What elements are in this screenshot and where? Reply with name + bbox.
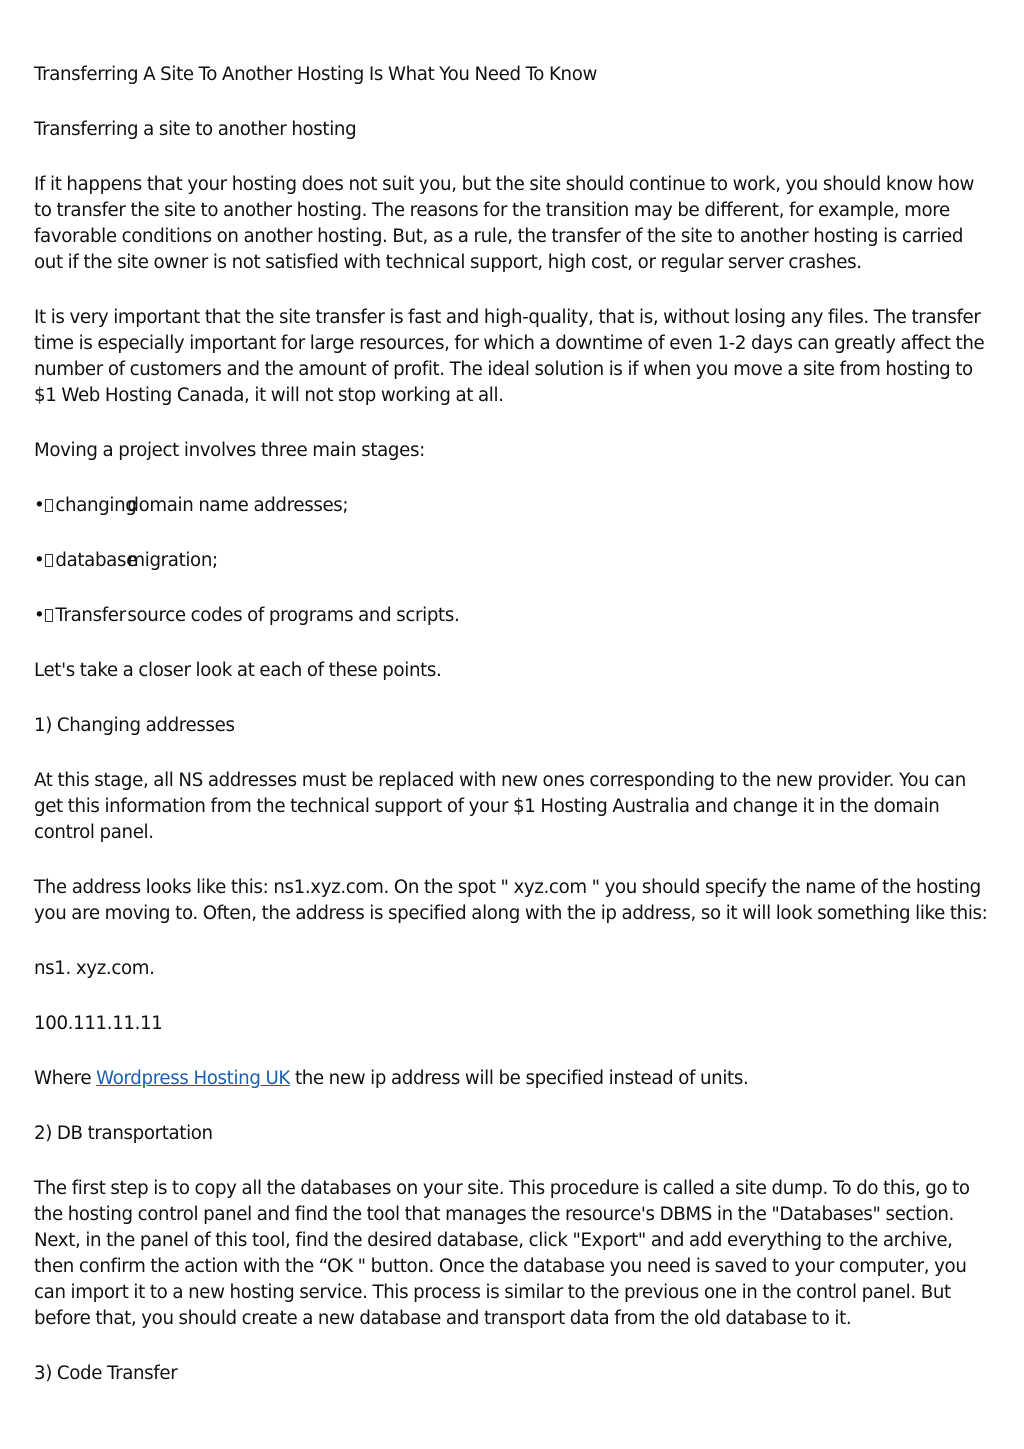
bullet-icon: • (34, 550, 45, 571)
section-1-heading: 1) Changing addresses (34, 715, 235, 736)
bullet-lead-word: database (55, 550, 137, 571)
bullet-icon: • (34, 495, 45, 516)
wordpress-hosting-uk-link[interactable]: Wordpress Hosting UK (96, 1068, 291, 1089)
where-prefix: Where (34, 1068, 92, 1089)
section-2-heading: 2) DB transportation (34, 1123, 213, 1144)
doc-title: Transferring A Site To Another Hosting Is What You Need To Know (34, 64, 598, 85)
missing-glyph-icon (45, 609, 53, 622)
bullet-icon: • (34, 605, 45, 626)
intro-paragraph-1: If it happens that your hosting does not suit you, but the site should continue to work, you should know how to transfer the site to another hosting. The reasons for the transition may be different, for example, more favorable conditions on another hosting. But, as a rule, the transfer of the site to another hosting is carried out if the site owner is not satisfied with technical support, high cost, or regular server crashes. (34, 174, 975, 273)
section-2-paragraph-1: The first step is to copy all the databases on your site. This procedure is called a site dump. To do this, go to the hosting control panel and find the tool that manages the resource's DBMS in the "Databases" section. Next, in the panel of this tool, find the desired database, click "Export" and add everything to the archive, then confirm the action with the “OK " button. Once the database you need is saved to your computer, you can import it to a new hosting service. This process is similar to the previous one in the control panel. But before that, you should create a new database and transport data from the old database to it. (34, 1178, 970, 1329)
doc-subtitle: Transferring a site to another hosting (34, 119, 357, 140)
stages-intro: Moving a project involves three main stages: (34, 440, 425, 461)
missing-glyph-icon (45, 499, 53, 512)
section-3-heading: 3) Code Transfer (34, 1363, 178, 1384)
missing-glyph-icon (45, 554, 53, 567)
example-ip-address: 100.111.11.11 (34, 1013, 163, 1034)
list-item (34, 493, 996, 519)
bullet-text: domain name addresses; (127, 495, 349, 516)
list-item (34, 603, 996, 629)
bullet-text: migration; (127, 550, 218, 571)
list-item (34, 548, 996, 574)
document-page (34, 62, 996, 1387)
bullet-lead-word: Transfer (55, 605, 126, 626)
closer-look-text: Let's take a closer look at each of these points. (34, 660, 442, 681)
bullet-text: source codes of programs and scripts. (127, 605, 460, 626)
section-1-paragraph-1: At this stage, all NS addresses must be replaced with new ones corresponding to the new provider. You can get this information from the technical support of your $1 Hosting Australia and change it in the domain control panel. (34, 770, 966, 843)
where-sentence (34, 1066, 996, 1092)
example-nameserver: ns1. xyz.com. (34, 958, 155, 979)
where-suffix: the new ip address will be specified instead of units. (294, 1068, 749, 1089)
bullet-lead-word: changing (55, 495, 137, 516)
section-1-paragraph-2: The address looks like this: ns1.xyz.com. On the spot " xyz.com " you should specify the name of the hosting you are moving to. Often, the address is specified along with the ip address, so it will look something like this: (34, 877, 988, 924)
intro-paragraph-2: It is very important that the site transfer is fast and high-quality, that is, without losing any files. The transfer time is especially important for large resources, for which a downtime of even 1-2 days can greatly affect the number of customers and the amount of profit. The ideal solution is if when you move a site from hosting to $1 Web Hosting Canada, it will not stop working at all. (34, 307, 985, 406)
